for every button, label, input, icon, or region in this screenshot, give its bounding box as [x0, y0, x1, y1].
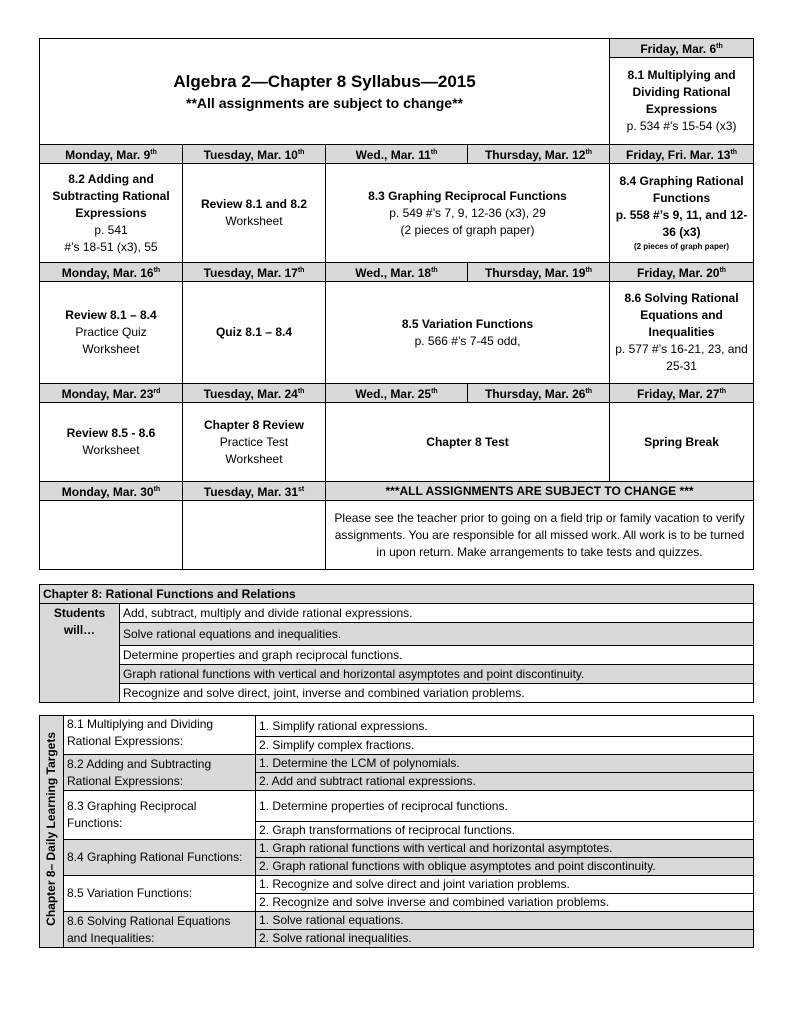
outcome-item: Solve rational equations and inequalities. [120, 623, 754, 646]
target-item: 1. Solve rational equations. [256, 912, 754, 930]
lesson-name: 8.3 Graphing Reciprocal Functions: [64, 791, 256, 840]
lesson-title: 8.1 Multiplying and Dividing Rational Expressions [627, 68, 736, 116]
week-row [40, 164, 754, 263]
day-header: Thursday, Mar. 26th [468, 384, 610, 403]
target-item: 1. Simplify rational expressions. [256, 716, 754, 737]
learning-targets-side-label: Chapter 8– Daily Learning Targets [40, 716, 64, 948]
assignment-note: (2 pieces of graph paper) [633, 242, 730, 251]
lesson-name: 8.4 Graphing Rational Functions: [64, 840, 256, 876]
page-title: Algebra 2—Chapter 8 Syllabus—2015 [173, 71, 476, 91]
assignment-text: #’s 18-51 (x3), 55 [64, 239, 158, 254]
assignment-text: p. 534 #’s 15-54 (x3) [626, 119, 737, 133]
students-will-label: Students will… [40, 604, 120, 703]
week-row [40, 403, 754, 482]
week-header-row [40, 482, 754, 501]
outcome-item: Add, subtract, multiply and divide rational expressions. [120, 604, 754, 623]
assignment-text: Practice Test [219, 434, 289, 449]
day-header: Wed., Mar. 18th [326, 263, 468, 282]
lesson-cell [183, 282, 326, 384]
lesson-title: Chapter 8 Test [426, 434, 509, 449]
empty-cell [183, 501, 326, 570]
lesson-title: Spring Break [644, 434, 719, 449]
lesson-cell [610, 58, 754, 145]
day-header: Monday, Mar. 9th [40, 145, 183, 164]
lesson-title: 8.5 Variation Functions [401, 316, 534, 331]
lesson-name: 8.5 Variation Functions: [64, 876, 256, 912]
day-header: Tuesday, Mar. 24th [183, 384, 326, 403]
lesson-title: Review 8.1 – 8.4 [65, 308, 157, 322]
day-header: Tuesday, Mar. 31st [183, 482, 326, 501]
day-header: Thursday, Mar. 19th [468, 263, 610, 282]
assignment-text: p. 541 [94, 222, 128, 237]
assignment-text: Practice Quiz [75, 325, 147, 339]
outcome-item: Recognize and solve direct, joint, inverse and combined variation problems. [120, 684, 754, 703]
target-item: 2. Solve rational inequalities. [256, 930, 754, 948]
assignment-text: Worksheet [225, 214, 283, 228]
syllabus-table [39, 38, 754, 570]
target-item: 2. Simplify complex fractions. [256, 737, 754, 755]
lesson-cell [326, 403, 610, 482]
lesson-title: Quiz 8.1 – 8.4 [215, 325, 293, 339]
target-item: 1. Determine the LCM of polynomials. [256, 755, 754, 773]
lesson-title: 8.2 Adding and Subtracting Rational Expressions [52, 171, 170, 220]
empty-cell [40, 501, 183, 570]
syllabus-title-cell [40, 39, 610, 145]
assignment-text: Worksheet [82, 443, 140, 457]
day-header: Friday, Mar. 27th [610, 384, 754, 403]
assignment-text: p. 558 #’s 9, 11, and 12-36 (x3) [615, 208, 748, 239]
day-header: Friday, Mar. 6th [610, 39, 754, 58]
lesson-name: 8.2 Adding and Subtracting Rational Expressions: [64, 755, 256, 791]
day-header: Tuesday, Mar. 17th [183, 263, 326, 282]
day-header: Friday, Mar. 20th [610, 263, 754, 282]
target-item: 2. Graph rational functions with oblique asymptotes and point discontinuity. [256, 858, 754, 876]
change-notice: ***ALL ASSIGNMENTS ARE SUBJECT TO CHANGE *** [326, 482, 754, 501]
assignment-text: p. 566 #’s 7-45 odd, [414, 333, 521, 348]
outcome-item: Determine properties and graph reciprocal functions. [120, 646, 754, 665]
day-header: Friday, Fri. Mar. 13th [610, 145, 754, 164]
lesson-title: 8.3 Graphing Reciprocal Functions [368, 188, 567, 203]
outcomes-title: Chapter 8: Rational Functions and Relations [40, 585, 754, 604]
lesson-title: 8.6 Solving Rational Equations and Inequalities [624, 291, 739, 339]
lesson-title: Review 8.5 - 8.6 [66, 426, 156, 440]
day-header: Wed., Mar. 25th [326, 384, 468, 403]
lesson-cell [610, 403, 754, 482]
lesson-cell [326, 164, 610, 263]
lesson-title: Chapter 8 Review [203, 417, 305, 432]
outcomes-table [39, 584, 754, 703]
target-item: 1. Recognize and solve direct and joint variation problems. [256, 876, 754, 894]
lesson-cell [40, 282, 183, 384]
lesson-cell [40, 164, 183, 263]
lesson-title: Review 8.1 and 8.2 [200, 197, 308, 211]
day-header: Monday, Mar. 30th [40, 482, 183, 501]
target-item: 2. Add and subtract rational expressions. [256, 773, 754, 791]
lesson-title: 8.4 Graphing Rational Functions [619, 174, 744, 205]
assignment-text: p. 549 #’s 7, 9, 12-36 (x3), 29 [389, 205, 546, 220]
target-item: 1. Determine properties of reciprocal functions. [256, 791, 754, 822]
lesson-cell [183, 403, 326, 482]
lesson-cell [610, 282, 754, 384]
week-row [40, 282, 754, 384]
lesson-cell [183, 164, 326, 263]
absence-note: Please see the teacher prior to going on a field trip or family vacation to verify assignments. You are responsible for all missed work. All work is to be turned in upon return. Make arrangements to take tests and quizzes. [326, 501, 754, 570]
week-header-row [40, 384, 754, 403]
lesson-cell [40, 403, 183, 482]
lesson-name: 8.1 Multiplying and Dividing Rational Expressions: [64, 716, 256, 755]
assignment-text: Worksheet [82, 342, 140, 356]
lesson-name: 8.6 Solving Rational Equations and Inequalities: [64, 912, 256, 948]
assignment-text: (2 pieces of graph paper) [400, 222, 535, 237]
target-item: 1. Graph rational functions with vertical and horizontal asymptotes. [256, 840, 754, 858]
week-header-row [40, 145, 754, 164]
lesson-cell [610, 164, 754, 263]
target-item: 2. Graph transformations of reciprocal functions. [256, 822, 754, 840]
assignment-text: Worksheet [225, 451, 283, 466]
day-header: Wed., Mar. 11th [326, 145, 468, 164]
assignment-text: p. 577 #’s 16-21, 23, and 25-31 [615, 342, 748, 373]
week-row [40, 501, 754, 570]
target-item: 2. Recognize and solve inverse and combined variation problems. [256, 894, 754, 912]
day-header: Monday, Mar. 16th [40, 263, 183, 282]
week-header-row [40, 263, 754, 282]
day-header: Monday, Mar. 23rd [40, 384, 183, 403]
lesson-cell [326, 282, 610, 384]
day-header: Tuesday, Mar. 10th [183, 145, 326, 164]
day-header: Thursday, Mar. 12th [468, 145, 610, 164]
learning-targets-table [39, 715, 754, 948]
outcome-item: Graph rational functions with vertical and horizontal asymptotes and point discontinuity. [120, 665, 754, 684]
page-subtitle: **All assignments are subject to change** [186, 94, 463, 111]
